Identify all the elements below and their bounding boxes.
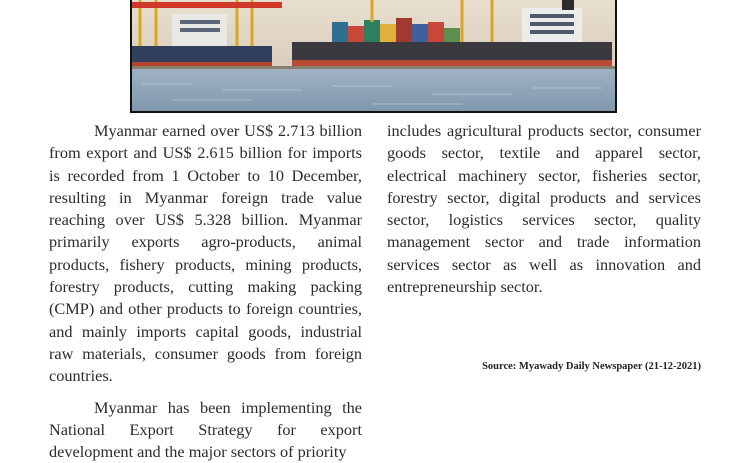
article-paragraph: Myanmar has been implementing the National Export Strategy for export development and the major sectors of priority xyxy=(49,397,362,462)
article-column-right xyxy=(387,120,701,298)
cargo-ship-image xyxy=(132,0,617,113)
source-citation: Source: Myawady Daily Newspaper (21-12-2021) xyxy=(482,361,701,372)
article-paragraph: includes agricultural products sector, consumer goods sector, textile and apparel sector, electrical machinery sector, fisheries sector, forestry sector, digital products and services sector, logistics services sector, quality management sector and trade information services sector as well as innovation and entrepreneurship sector. xyxy=(387,121,701,297)
article-column-left xyxy=(49,120,362,463)
article-photo xyxy=(130,0,617,113)
article-paragraph: Myanmar earned over US$ 2.713 billion from export and US$ 2.615 billion for imports is recorded from 1 October to 10 December, resulting in Myanmar foreign trade value reaching over US$ 5.328 billion. Myanmar primarily exports agro-products, animal products, fishery products, mining products, forestry products, cutting making packing (CMP) and other products to foreign countries, and mainly imports capital goods, industrial raw materials, consumer goods from foreign countries. xyxy=(49,121,362,386)
